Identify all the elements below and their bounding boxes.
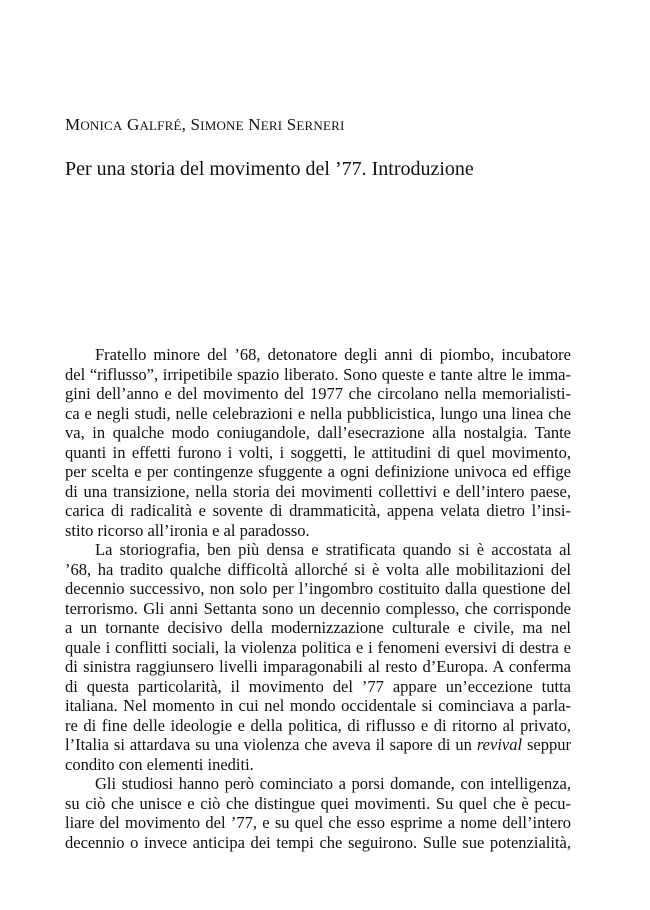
- text-line: di questa particolarità, il movimento del ’77 appare un’eccezione tutta: [65, 676, 571, 696]
- author-1: MONICA GALFRÉ: [65, 115, 182, 134]
- text-line: terrorismo. Gli anni Settanta sono un decennio complesso, che corrisponde: [65, 598, 571, 618]
- text-line: su ciò che unisce e ciò che distingue quei movimenti. Su quel che è pecu-: [65, 793, 571, 813]
- text-line: di una transizione, nella storia dei movimenti collettivi e dell’intero paese,: [65, 481, 571, 501]
- text-line: carica di radicalità e sovente di drammaticità, appena velata dietro l’insi-: [65, 501, 571, 520]
- text-line: stito ricorso all’ironia e al paradosso.: [65, 520, 310, 540]
- authors-line: [65, 115, 345, 135]
- author-2: SIMONE NERI SERNERI: [190, 115, 345, 134]
- text-line: liare del movimento del ’77, e su quel che esso esprime a nome dell’intero: [65, 813, 571, 832]
- text-line: re di fine delle ideologie e della politica, di riflusso e di ritorno al privato,: [65, 715, 571, 735]
- text-line: va, in qualche modo coniugandole, dall’esecrazione alla nostalgia. Tante: [65, 423, 571, 442]
- text-line: Fratello minore del ’68, detonatore degli anni di piombo, incubatore: [95, 345, 571, 364]
- chapter-title: Per una storia del movimento del ’77. Introduzione: [65, 158, 474, 180]
- text-line-with-italic: l’Italia si attardava su una violenza che aveva il sapore di un revival seppur: [65, 735, 571, 754]
- text-line: Gli studiosi hanno però cominciato a porsi domande, con intelligenza,: [95, 774, 571, 793]
- italic-term: revival: [476, 735, 523, 754]
- text-line: decennio successivo, non solo per l’ingombro costituito dalla questione del: [65, 579, 571, 598]
- text-line: decennio o invece anticipa dei tempi che seguirono. Sulle sue potenzialità,: [65, 832, 571, 852]
- text-line: La storiografia, ben più densa e stratificata quando si è accostata al: [95, 540, 571, 559]
- text-line: gini dell’anno e del movimento del 1977 che circolano nella memorialisti-: [65, 384, 571, 403]
- text-line: italiana. Nel momento in cui nel mondo occidentale si cominciava a parla-: [65, 696, 571, 715]
- text-line: ca e negli studi, nelle celebrazioni e nella pubblicistica, lungo una linea che: [65, 403, 571, 423]
- author-separator: ,: [181, 115, 191, 134]
- text-line: del “riflusso”, irripetibile spazio liberato. Sono queste e tante altre le imma-: [65, 364, 571, 384]
- text-line: quale i conflitti sociali, la violenza politica e i fenomeni eversivi di destra e: [65, 637, 571, 657]
- text-line: di sinistra raggiunsero livelli imparagonabili al resto d’Europa. A conferma: [65, 657, 571, 676]
- text-line: ’68, ha tradito qualche difficoltà allorché si è volta alle mobilitazioni del: [65, 559, 571, 579]
- text-line: a un tornante decisivo della modernizzazione culturale e civile, ma nel: [65, 618, 571, 637]
- text-line: per scelta e per contingenze sfuggente a ogni definizione univoca ed effige: [65, 462, 571, 481]
- body-text: [65, 345, 571, 852]
- text-line: quanti in effetti furono i volti, i soggetti, le attitudini di quel movimento,: [65, 442, 571, 462]
- text-line: condito con elementi inediti.: [65, 754, 254, 774]
